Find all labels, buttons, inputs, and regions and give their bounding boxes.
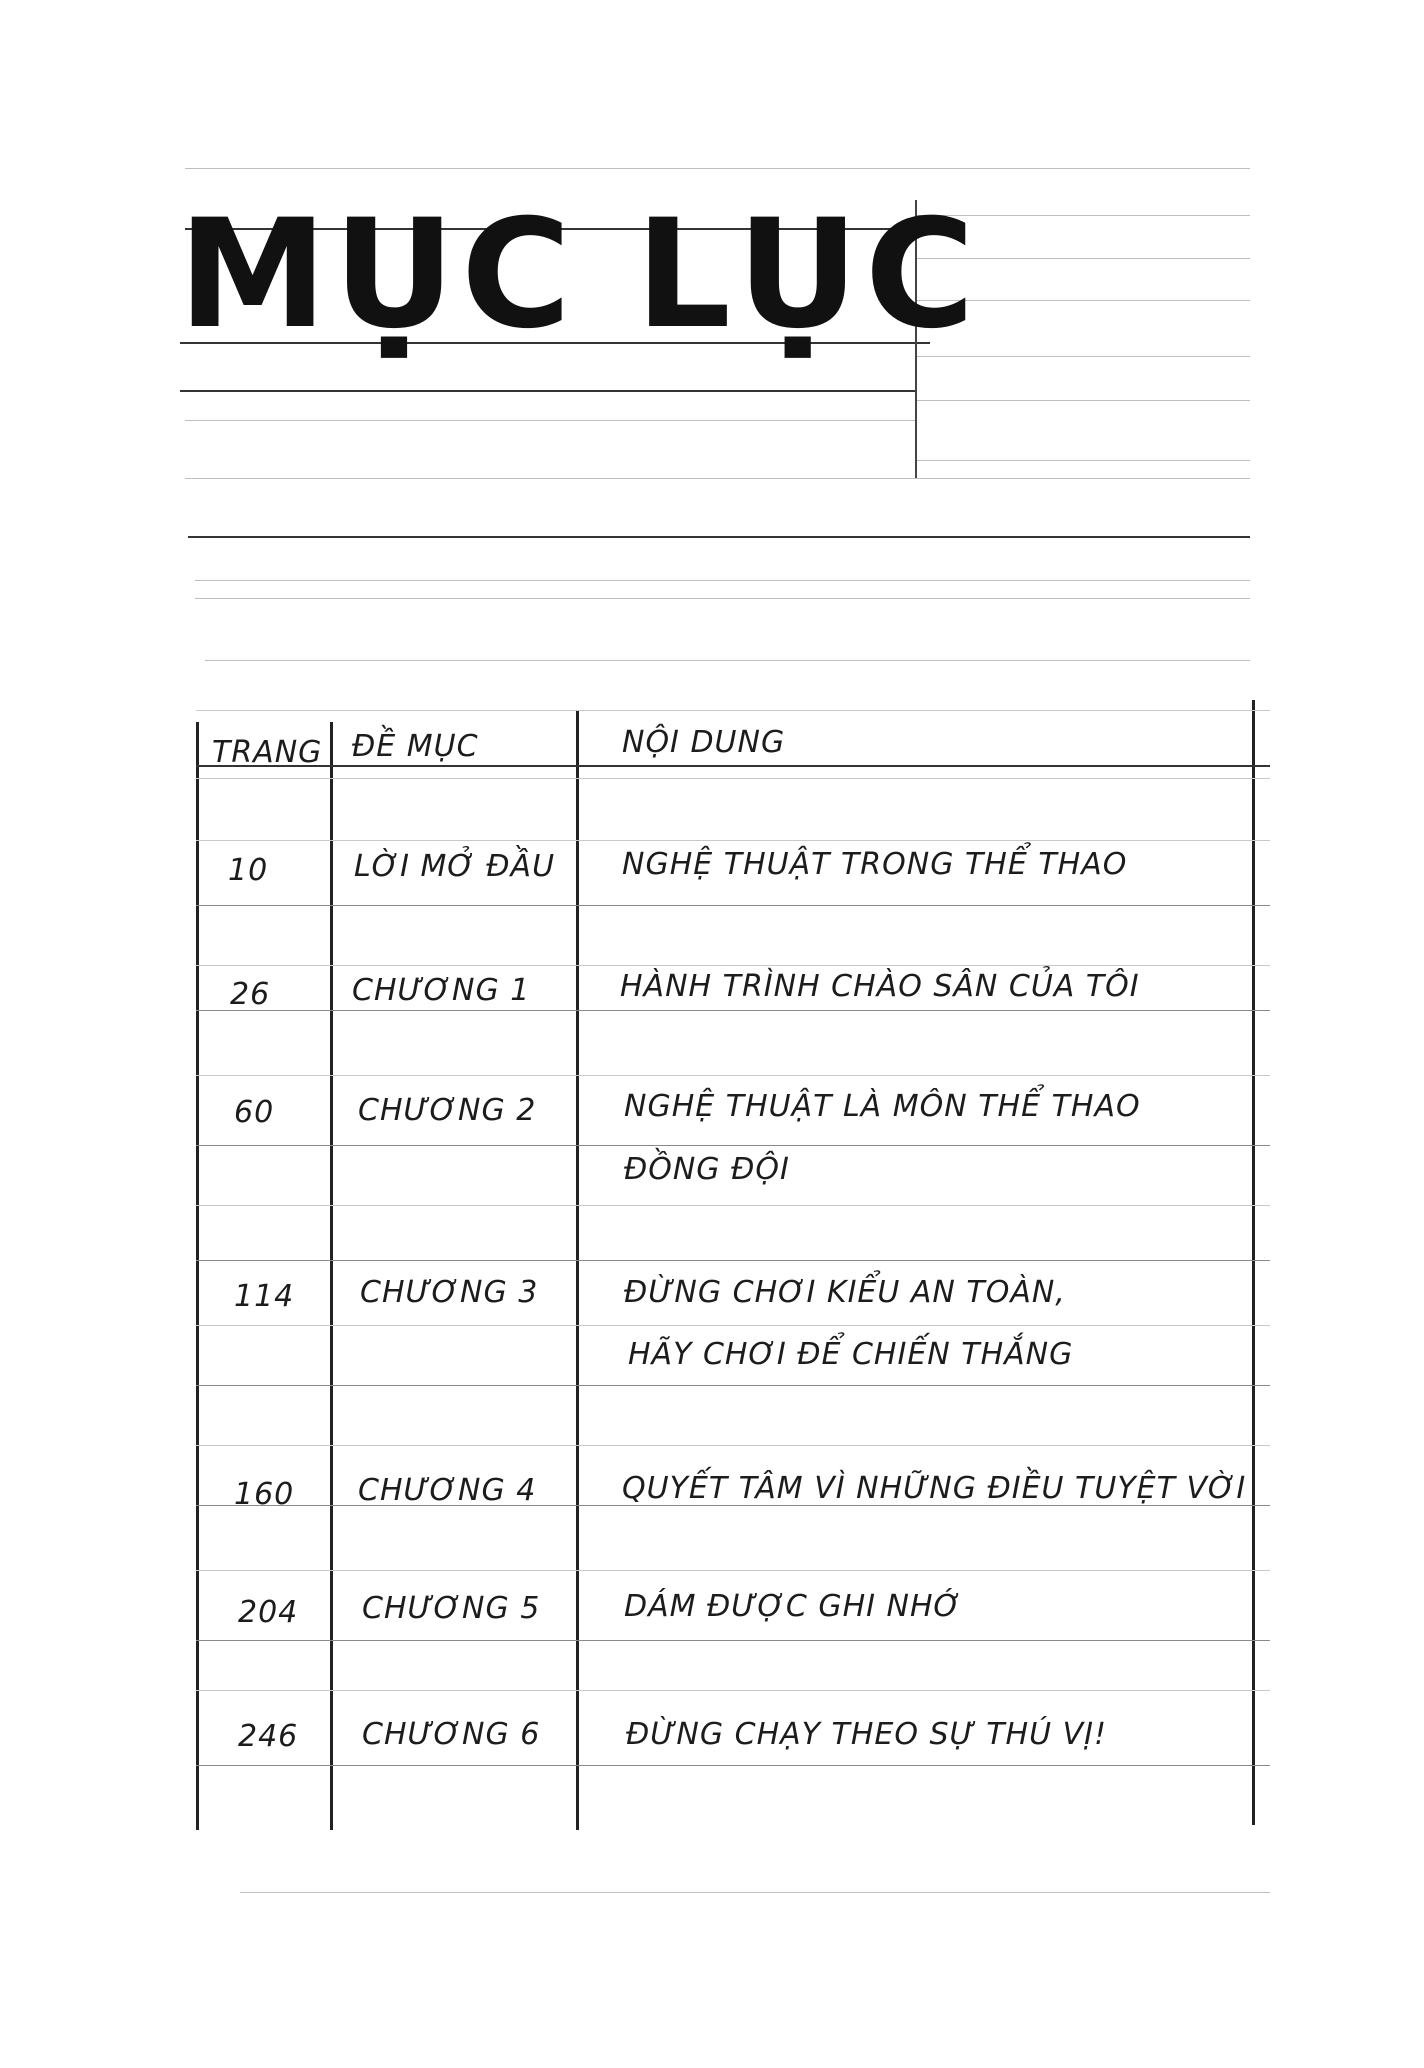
ruled-line <box>185 478 1250 479</box>
ruled-line <box>915 400 1250 401</box>
row-content: HÀNH TRÌNH CHÀO SÂN CỦA TÔI <box>620 969 1140 1004</box>
row-section: LỜI MỞ ĐẦU <box>354 849 556 884</box>
row-page: 160 <box>234 1477 295 1512</box>
row-page: 246 <box>238 1719 299 1754</box>
row-line <box>196 710 1270 711</box>
row-content: ĐỒNG ĐỘI <box>624 1152 790 1187</box>
toc-table <box>196 700 1270 1830</box>
row-page: 114 <box>234 1279 295 1314</box>
row-line <box>196 1385 1270 1386</box>
row-line <box>196 1690 1270 1691</box>
ruled-line <box>180 390 915 392</box>
row-content: ĐỪNG CHẠY THEO SỰ THÚ VỊ! <box>626 1717 1108 1752</box>
row-content: ĐỪNG CHƠI KIỂU AN TOÀN, <box>624 1275 1066 1310</box>
row-section: CHƯƠNG 1 <box>352 973 531 1008</box>
ruled-line <box>195 598 1250 599</box>
header-underline <box>196 765 1270 767</box>
row-page: 26 <box>230 977 271 1012</box>
ruled-line <box>185 168 1250 169</box>
ruled-line <box>185 420 915 421</box>
column-divider <box>576 710 579 1830</box>
row-section: CHƯƠNG 5 <box>362 1591 541 1626</box>
column-divider <box>196 722 199 1830</box>
row-line <box>196 1260 1270 1261</box>
ruled-line <box>188 536 1250 538</box>
column-divider <box>330 722 333 1830</box>
ruled-line <box>205 660 1250 661</box>
row-section: CHƯƠNG 6 <box>362 1717 541 1752</box>
row-content: QUYẾT TÂM VÌ NHỮNG ĐIỀU TUYỆT VỜI <box>622 1471 1247 1506</box>
row-line <box>196 778 1270 779</box>
row-line <box>196 1075 1270 1076</box>
row-content: DÁM ĐƯỢC GHI NHỚ <box>624 1589 962 1624</box>
row-line <box>196 1145 1270 1146</box>
header-page: TRANG <box>212 735 323 770</box>
header-section: ĐỀ MỤC <box>352 729 479 764</box>
page-title: MỤC LỤC <box>178 188 981 362</box>
row-line <box>196 1445 1270 1446</box>
column-divider <box>1252 700 1255 1825</box>
row-line <box>196 1205 1270 1206</box>
row-content: NGHỆ THUẬT TRONG THỂ THAO <box>622 847 1128 882</box>
ruled-line <box>195 580 1250 581</box>
row-page: 204 <box>238 1595 299 1630</box>
row-line <box>196 1640 1270 1641</box>
row-line <box>196 905 1270 906</box>
row-section: CHƯƠNG 2 <box>358 1093 537 1128</box>
header-content: NỘI DUNG <box>622 725 786 760</box>
ruled-line <box>915 460 1250 461</box>
row-line <box>196 1570 1270 1571</box>
row-line <box>196 1765 1270 1766</box>
row-line <box>196 1010 1270 1011</box>
row-content: NGHỆ THUẬT LÀ MÔN THỂ THAO <box>624 1089 1141 1124</box>
row-section: CHƯƠNG 3 <box>360 1275 539 1310</box>
row-content: HÃY CHƠI ĐỂ CHIẾN THẮNG <box>628 1337 1074 1372</box>
row-section: CHƯƠNG 4 <box>358 1473 537 1508</box>
row-line <box>196 840 1270 841</box>
ruled-line <box>240 1892 1270 1893</box>
row-line <box>196 965 1270 966</box>
row-page: 10 <box>228 853 269 888</box>
row-line <box>196 1325 1270 1326</box>
row-page: 60 <box>234 1095 275 1130</box>
